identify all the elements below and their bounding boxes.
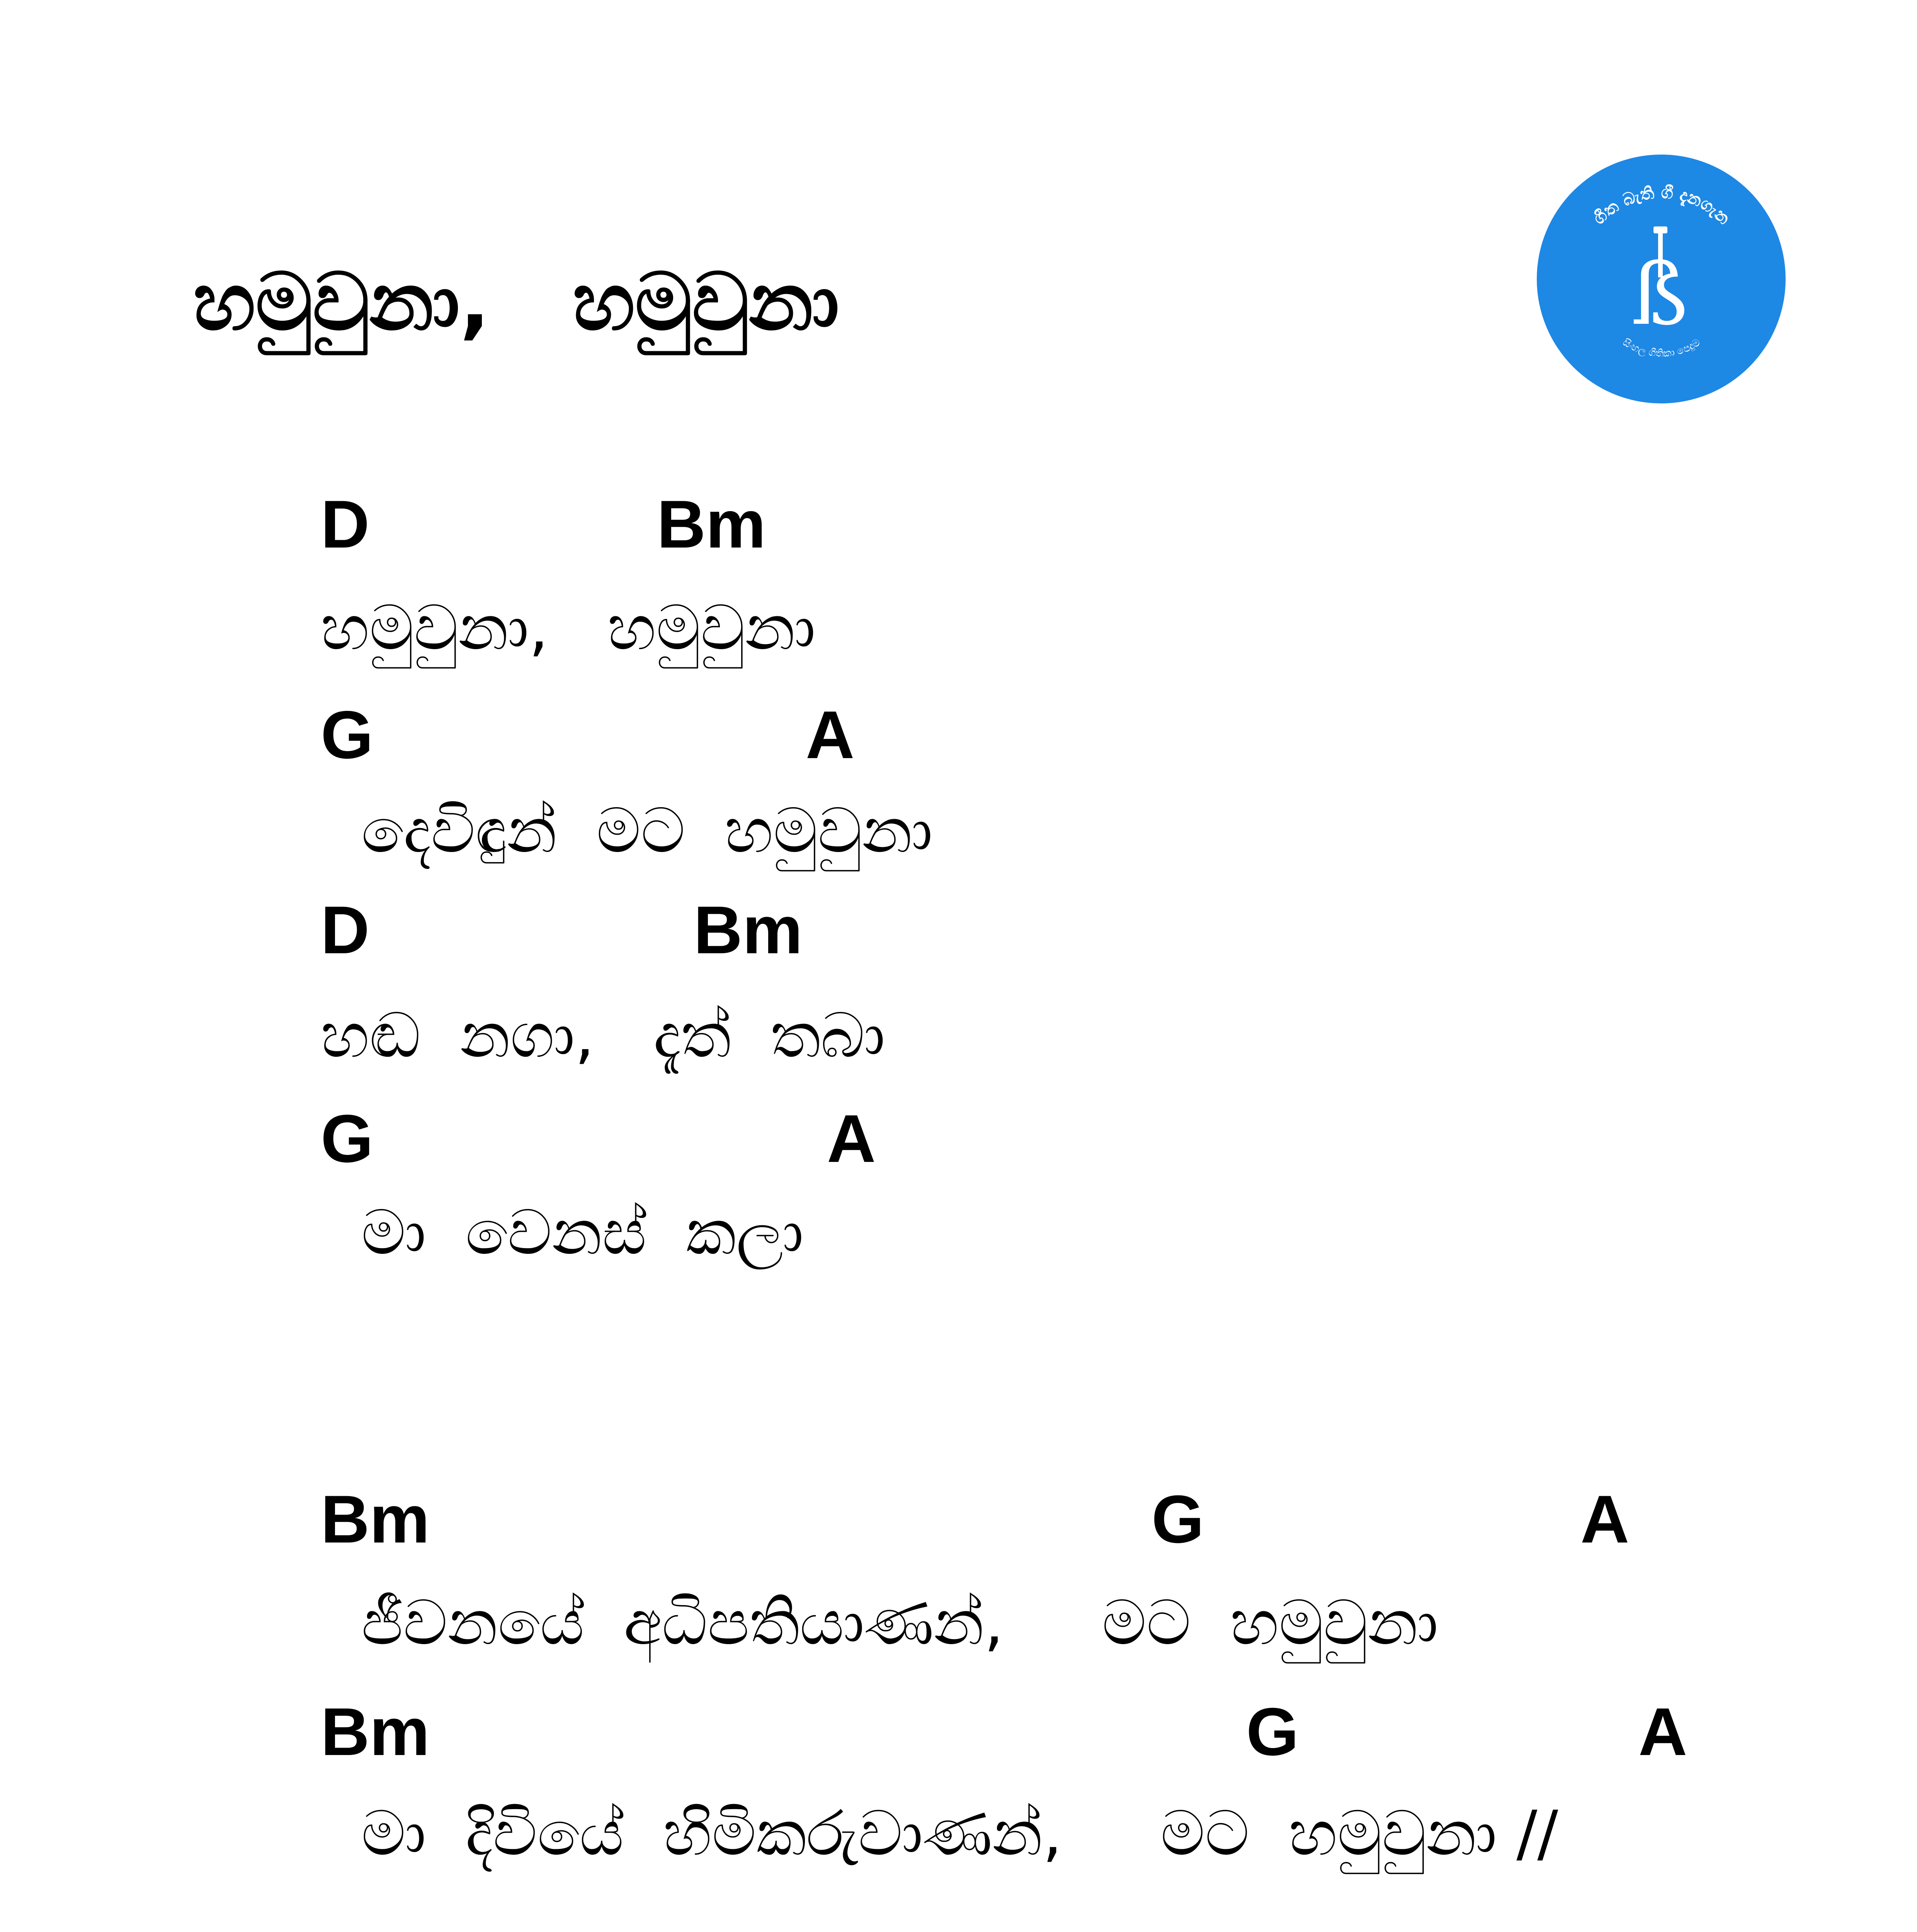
chord: G bbox=[321, 697, 374, 773]
chord: Bm bbox=[657, 487, 766, 562]
logo-arc-text-top: ගීත බැති ගී දැනගැන bbox=[1589, 182, 1734, 229]
logo-arc-text-bottom: සිංහල ගීතිකා පෙදුම bbox=[1621, 336, 1703, 360]
lyric-line: හඬ නගා, දැත් තබා bbox=[321, 999, 885, 1071]
chord: G bbox=[1246, 1694, 1299, 1770]
lyric-line: මා වෙනස් කලා bbox=[361, 1196, 804, 1269]
lyric-line: මා දිවියේ හිමිකරුවාණන්, මට හමුවුනා // bbox=[361, 1797, 1558, 1869]
lyric-line: ජීවනයේ අධිපතියාණන්, මට හමුවුනා bbox=[361, 1587, 1439, 1659]
chord: D bbox=[321, 893, 370, 968]
chord: A bbox=[1638, 1694, 1687, 1770]
chord: G bbox=[321, 1101, 374, 1177]
lyric-line: දෙවිඳුන් මට හමුවුනා bbox=[361, 794, 933, 867]
chord: Bm bbox=[694, 893, 803, 968]
chord: D bbox=[321, 487, 370, 562]
chord: A bbox=[1580, 1482, 1630, 1557]
lyric-line: හමුවුනා, හමුවුනා bbox=[321, 592, 816, 664]
logo-center-glyph: ß bbox=[1631, 245, 1688, 344]
chord: G bbox=[1152, 1482, 1204, 1557]
chord: Bm bbox=[321, 1694, 430, 1770]
chord: A bbox=[806, 697, 855, 773]
site-logo bbox=[1536, 154, 1786, 404]
chord: A bbox=[827, 1101, 876, 1177]
chord: Bm bbox=[321, 1482, 430, 1557]
song-title: හමුවුනා, හමුවුනා bbox=[193, 256, 840, 348]
